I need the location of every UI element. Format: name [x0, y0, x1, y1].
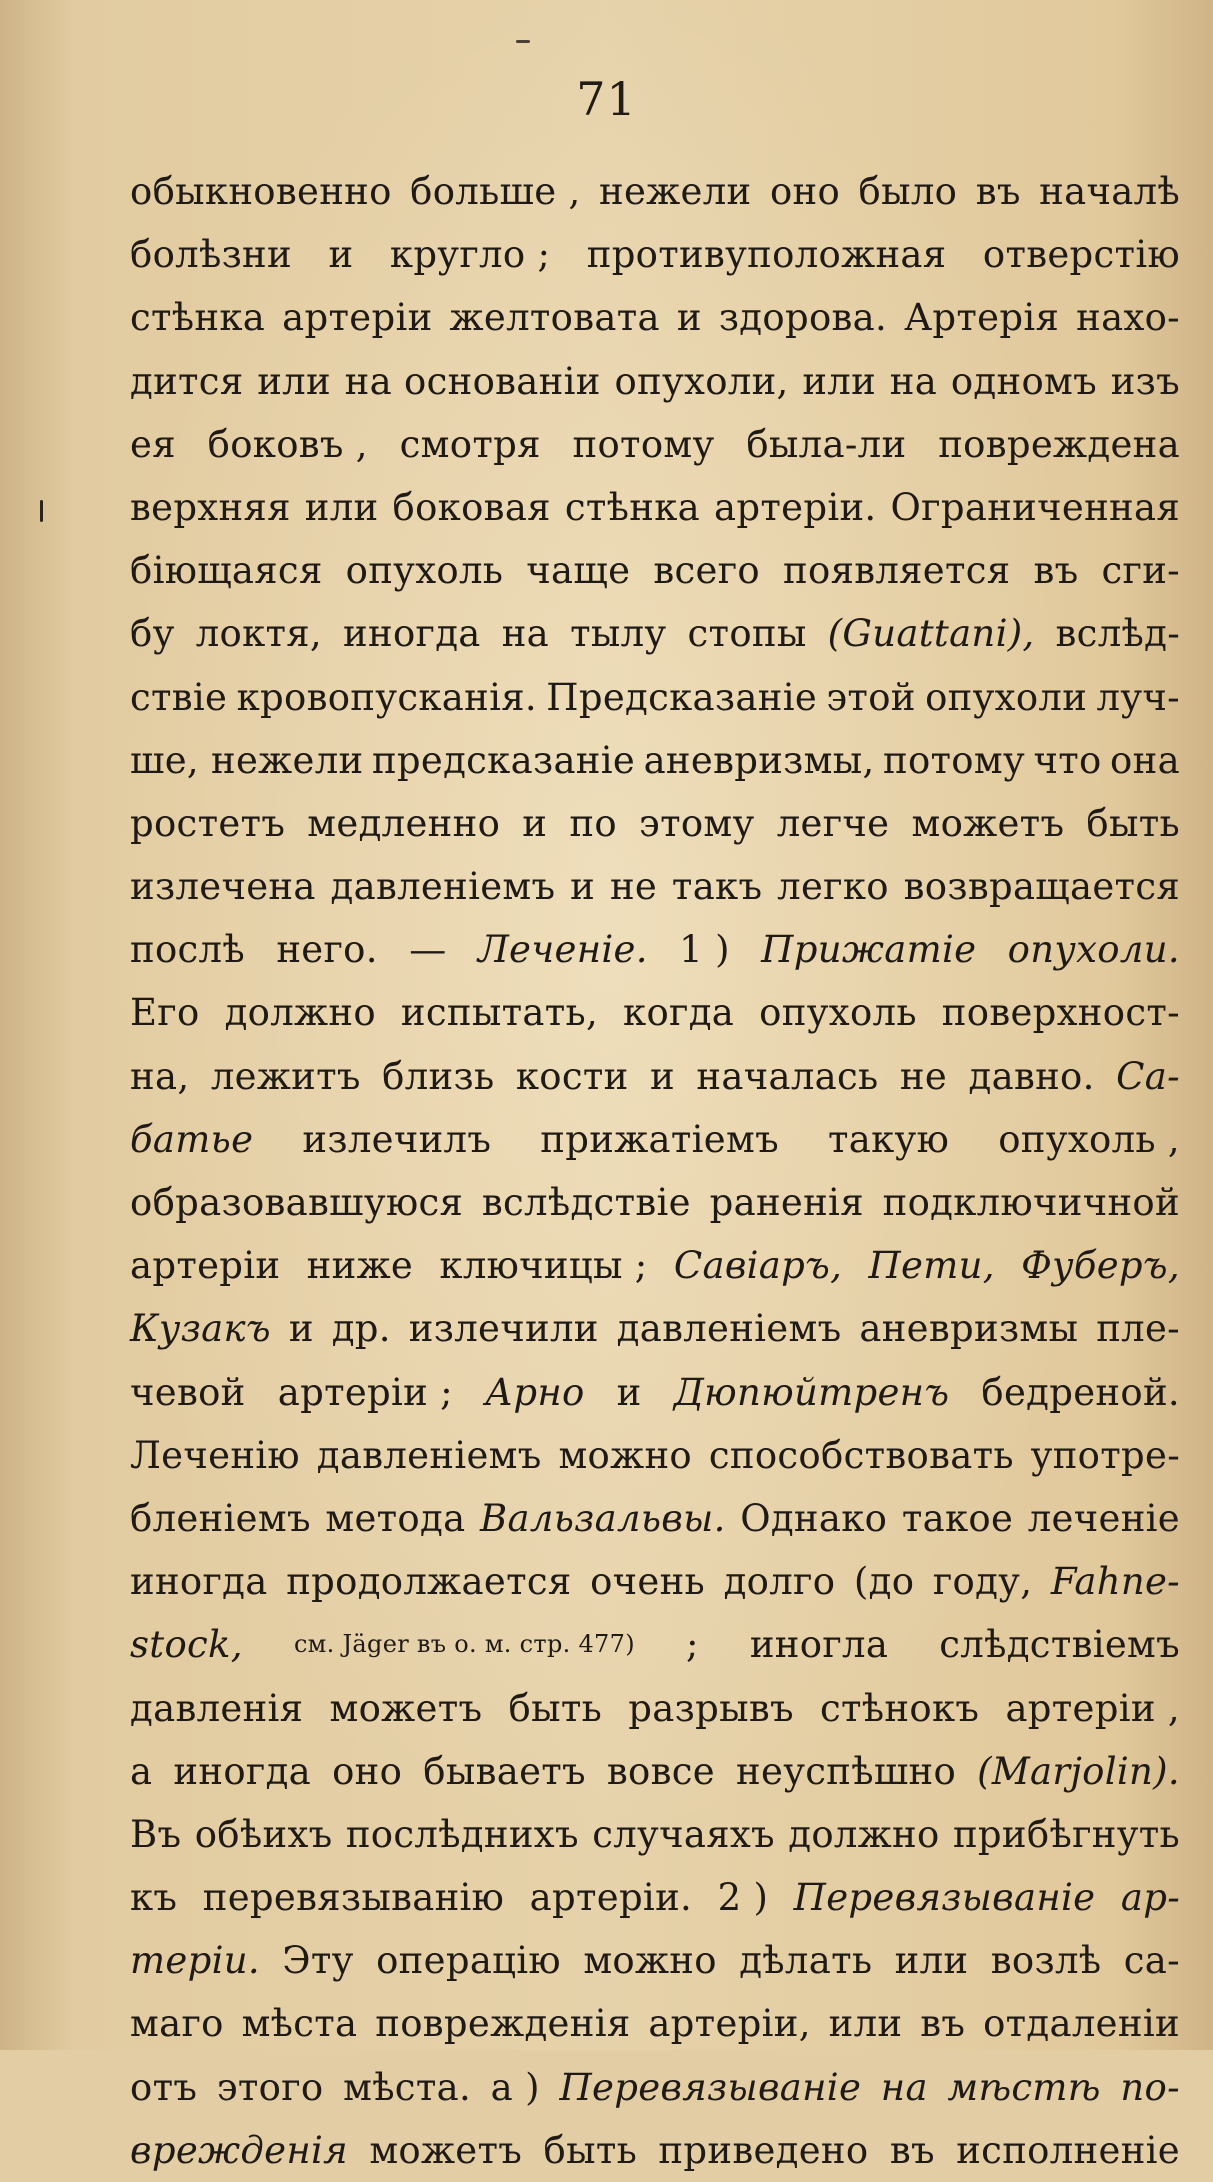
word: стопы: [687, 612, 807, 656]
word: въ: [1033, 549, 1079, 593]
word: началась: [696, 1054, 879, 1098]
word: испытать,: [400, 991, 599, 1035]
text-line: [130, 2056, 1180, 2119]
word: на: [880, 2065, 928, 2109]
word: что: [1033, 738, 1102, 782]
word: кругло ;: [389, 233, 551, 277]
word: должно: [224, 991, 376, 1035]
word: медленно: [307, 801, 501, 845]
word: лежитъ: [210, 1054, 361, 1098]
word: Дюпюйтренъ: [673, 1370, 950, 1414]
word: леченіе: [1027, 1496, 1180, 1540]
word: а ): [490, 2065, 540, 2109]
text-line: [130, 1045, 1180, 1108]
print-mark-top: [516, 40, 530, 43]
word: и: [522, 801, 548, 845]
word: приведено: [658, 2128, 869, 2172]
word: боковая: [392, 485, 551, 529]
word: тылу: [570, 612, 667, 656]
word: этому: [639, 801, 755, 845]
word: послѣ: [130, 928, 245, 972]
word: ;: [685, 1623, 699, 1667]
word: мѣста.: [343, 2065, 472, 2109]
word: Перевязываніе: [793, 1876, 1096, 1920]
page-number: 71: [576, 72, 637, 126]
word: потому: [882, 738, 1026, 782]
word: желтовата: [449, 296, 660, 340]
text-line: [130, 1929, 1180, 1992]
text-line: [130, 1613, 1180, 1676]
word: давленіемъ: [316, 1433, 542, 1477]
word: Эту: [282, 1939, 354, 1983]
word: дится: [130, 359, 244, 403]
word: Артерія: [904, 296, 1060, 340]
word: продолжается: [286, 1560, 572, 1604]
word: маго: [130, 2002, 224, 2046]
word: Fahne-: [1050, 1560, 1180, 1604]
word: Однако: [740, 1496, 888, 1540]
text-line: [130, 792, 1180, 855]
word: раненія: [709, 1181, 864, 1224]
text-line: [130, 1424, 1180, 1487]
word: обѣихъ: [194, 1812, 333, 1856]
word: ея: [130, 422, 176, 466]
word: перевязыванію: [202, 1876, 505, 1920]
word: др.: [331, 1307, 391, 1351]
text-line: [130, 1108, 1180, 1171]
word: или: [828, 2002, 903, 2046]
word: больше ,: [410, 170, 581, 213]
word: —: [409, 928, 447, 972]
word: вслѣдствіе: [481, 1181, 691, 1224]
body-text: [130, 160, 1180, 2182]
text-line: [130, 2119, 1180, 2182]
word: можетъ: [329, 1686, 483, 1730]
word: легче: [776, 801, 890, 845]
word: въ: [889, 2128, 935, 2172]
word: мѣстѣ: [947, 2065, 1101, 2109]
word: началѣ: [1039, 170, 1180, 213]
word: аневризмы: [859, 1307, 1079, 1351]
word: отверстію: [982, 233, 1180, 277]
text-line: [130, 350, 1180, 413]
text-line: [130, 1550, 1180, 1613]
text-line: [130, 981, 1180, 1044]
word: Фуберъ,: [1021, 1244, 1180, 1288]
word: этого: [216, 2065, 324, 2109]
word: чаще: [526, 549, 631, 593]
word: опухоли,: [614, 359, 789, 403]
word: Арно: [485, 1370, 585, 1414]
word: верхняя: [130, 485, 291, 529]
text-line: [130, 1677, 1180, 1740]
word: стѣнка: [130, 296, 266, 340]
word: иногла: [749, 1623, 889, 1667]
word: здорова.: [718, 296, 888, 340]
word: 1 ): [679, 928, 730, 972]
word: бываетъ: [423, 1749, 586, 1793]
word: и: [676, 296, 702, 340]
word: послѣднихъ: [345, 1812, 579, 1856]
text-line: [130, 160, 1180, 223]
word: такое: [901, 1496, 1014, 1540]
text-line: [130, 476, 1180, 539]
word: Вальзальвы.: [480, 1496, 726, 1540]
text-line: [130, 1297, 1180, 1360]
text-line: [130, 1234, 1180, 1297]
word: образовавшуюся: [130, 1181, 464, 1224]
word: подключичной: [882, 1181, 1180, 1224]
word: ниже: [306, 1244, 414, 1288]
word: было: [858, 170, 958, 213]
word: опухоль: [759, 991, 917, 1035]
word: давленіемъ: [616, 1307, 842, 1351]
word: батье: [130, 1117, 254, 1161]
word: по: [569, 801, 617, 845]
word: на: [889, 359, 938, 403]
text-line: [130, 539, 1180, 602]
word: и: [650, 1054, 675, 1098]
word: кости: [515, 1054, 629, 1098]
word: прибѣгнуть: [952, 1812, 1180, 1856]
word: ше, нежели: [130, 738, 364, 782]
text-line: [130, 602, 1180, 665]
word: по-: [1120, 2065, 1180, 2109]
word: въ: [920, 2002, 966, 2046]
word: на,: [130, 1054, 190, 1098]
word: болѣзни: [130, 233, 292, 277]
word: быть: [543, 2128, 638, 2172]
word: можетъ: [369, 2128, 523, 2172]
word: не: [899, 1054, 948, 1098]
word: случаяхъ: [592, 1812, 775, 1856]
word: легко: [777, 865, 889, 909]
word: опухоль: [345, 549, 504, 593]
word: вовсе: [606, 1749, 715, 1793]
word: она: [1110, 738, 1180, 782]
text-line: [130, 1487, 1180, 1550]
word: такую: [828, 1117, 950, 1161]
text-line: [130, 918, 1180, 981]
word: мѣста: [241, 2002, 358, 2046]
word: а: [130, 1749, 153, 1793]
word: 2 ): [717, 1876, 769, 1920]
word: Его: [130, 991, 200, 1035]
word: иногда: [343, 612, 481, 656]
word: должно: [788, 1812, 940, 1856]
word: излечилъ: [302, 1117, 492, 1161]
word: когда: [623, 991, 735, 1035]
word: прижатіемъ: [540, 1117, 779, 1161]
word: артеріи ,: [1005, 1686, 1180, 1730]
word: долго: [723, 1560, 836, 1604]
word: иногда: [130, 1560, 268, 1604]
word: способствовать: [708, 1433, 1014, 1477]
word: всего: [653, 549, 760, 593]
word: быть: [508, 1686, 603, 1730]
word: возвращается: [903, 865, 1180, 909]
text-line: [130, 1803, 1180, 1866]
word: Са-: [1116, 1054, 1180, 1098]
word: луч-: [1096, 675, 1180, 719]
word: Кузакъ: [130, 1307, 271, 1351]
word: опухоль ,: [998, 1117, 1180, 1161]
word: на: [501, 612, 550, 656]
word: излечена: [130, 865, 316, 909]
word: бу: [130, 612, 175, 656]
word: потому: [572, 422, 715, 466]
word: са-: [1123, 1939, 1180, 1983]
word: предсказаніе: [371, 738, 636, 782]
word: Леченіе.: [477, 928, 648, 972]
word: поврежденія: [375, 2002, 631, 2046]
word: Предсказаніе: [546, 675, 818, 719]
word: дѣлать: [739, 1939, 873, 1983]
word: близь: [382, 1054, 495, 1098]
word: артеріи: [130, 1244, 281, 1288]
word: Прижатіе: [761, 928, 977, 972]
word: отъ: [130, 2065, 198, 2109]
word: исполненіе: [956, 2128, 1180, 2172]
word: Леченію: [130, 1433, 300, 1477]
word: (Marjolin).: [977, 1749, 1180, 1793]
word: опухоли: [925, 675, 1088, 719]
text-line: [130, 413, 1180, 476]
word: артеріи,: [648, 2002, 811, 2046]
word: стѣнка: [564, 485, 701, 529]
word: разрывъ: [628, 1686, 794, 1730]
word: или: [257, 359, 331, 403]
word: этой: [826, 675, 916, 719]
word: оно: [769, 170, 841, 213]
text-line: [130, 729, 1180, 792]
word: не: [609, 865, 658, 909]
word: году,: [932, 1560, 1033, 1604]
word: можетъ: [911, 801, 1065, 845]
text-line: [130, 223, 1180, 286]
word: ар-: [1120, 1876, 1180, 1920]
word: къ: [130, 1876, 178, 1920]
word: неуспѣшно: [736, 1749, 957, 1793]
word: вслѣд-: [1055, 612, 1180, 656]
word: теріи.: [130, 1939, 260, 1983]
word: бленіемъ: [130, 1496, 311, 1540]
word: быть: [1086, 801, 1180, 845]
word: смотря: [399, 422, 541, 466]
word: иногда: [173, 1749, 312, 1793]
word: и: [570, 865, 596, 909]
word: и: [328, 233, 354, 277]
word: артеріи: [282, 296, 433, 340]
word: одномъ: [950, 359, 1097, 403]
word: противуположная: [586, 233, 947, 277]
word: врежденія: [130, 2128, 348, 2172]
word: операцію: [376, 1939, 561, 1983]
text-line: [130, 666, 1180, 729]
word: Савіаръ,: [673, 1244, 843, 1288]
word: ростетъ: [130, 801, 286, 845]
word: боковъ ,: [207, 422, 368, 466]
word: (Guattani),: [827, 612, 1035, 656]
word: излечили: [408, 1307, 599, 1351]
text-line: [130, 1992, 1180, 2055]
word: возлѣ: [990, 1939, 1102, 1983]
word: обыкновенно: [130, 170, 392, 213]
word: и: [288, 1307, 314, 1351]
word: чевой: [130, 1370, 246, 1414]
word: употре-: [1030, 1433, 1180, 1477]
word: stock,: [130, 1623, 243, 1667]
word: можно: [558, 1433, 692, 1477]
word: Въ: [130, 1812, 182, 1856]
word: можно: [583, 1939, 717, 1983]
word: повреждена: [938, 422, 1180, 466]
word: очень: [590, 1560, 706, 1604]
word: ключицы ;: [439, 1244, 648, 1288]
word: оно: [332, 1749, 403, 1793]
word: и: [616, 1370, 642, 1414]
word: опухоли.: [1007, 928, 1180, 972]
text-line: [130, 286, 1180, 349]
word: давленіемъ: [330, 865, 556, 909]
word: ствіе: [130, 675, 228, 719]
word: въ: [975, 170, 1021, 213]
word: стѣнокъ: [820, 1686, 980, 1730]
word: такъ: [671, 865, 763, 909]
word: давно.: [968, 1054, 1095, 1098]
word: Перевязываніе: [559, 2065, 862, 2109]
word: была-ли: [746, 422, 907, 466]
text-line: [130, 1361, 1180, 1424]
text-line: [130, 1171, 1180, 1234]
word: появляется: [783, 549, 1011, 593]
word: Пети,: [868, 1244, 995, 1288]
margin-mark: [40, 500, 43, 522]
word: или: [304, 485, 379, 529]
word: кровопусканія.: [236, 675, 537, 719]
word: локтя,: [195, 612, 322, 656]
word: метода: [325, 1496, 466, 1540]
word: отдаленіи: [983, 2002, 1180, 2046]
text-line: [130, 1866, 1180, 1929]
word: нахо-: [1076, 296, 1180, 340]
word: на основаніи: [344, 359, 601, 403]
word: давленія: [130, 1686, 304, 1730]
word: или: [802, 359, 877, 403]
word: артеріи.: [714, 485, 877, 529]
word: аневризмы,: [643, 738, 875, 782]
word: артеріи ;: [277, 1370, 453, 1414]
word: изъ: [1110, 359, 1180, 403]
word: Ограниченная: [890, 485, 1180, 529]
word: поверхност-: [941, 991, 1180, 1035]
word: см. Jäger въ о. м. стр. 477): [293, 1630, 635, 1659]
text-line: [130, 1740, 1180, 1803]
word: бедреной.: [981, 1370, 1180, 1414]
word: нежели: [599, 170, 752, 213]
word: или: [894, 1939, 969, 1983]
word: сги-: [1101, 549, 1180, 593]
word: пле-: [1096, 1307, 1180, 1351]
word: него.: [276, 928, 378, 972]
word: слѣдствіемъ: [939, 1623, 1180, 1667]
text-line: [130, 855, 1180, 918]
word: (до: [853, 1560, 915, 1604]
word: артеріи.: [529, 1876, 693, 1920]
word: біющаяся: [130, 549, 323, 593]
